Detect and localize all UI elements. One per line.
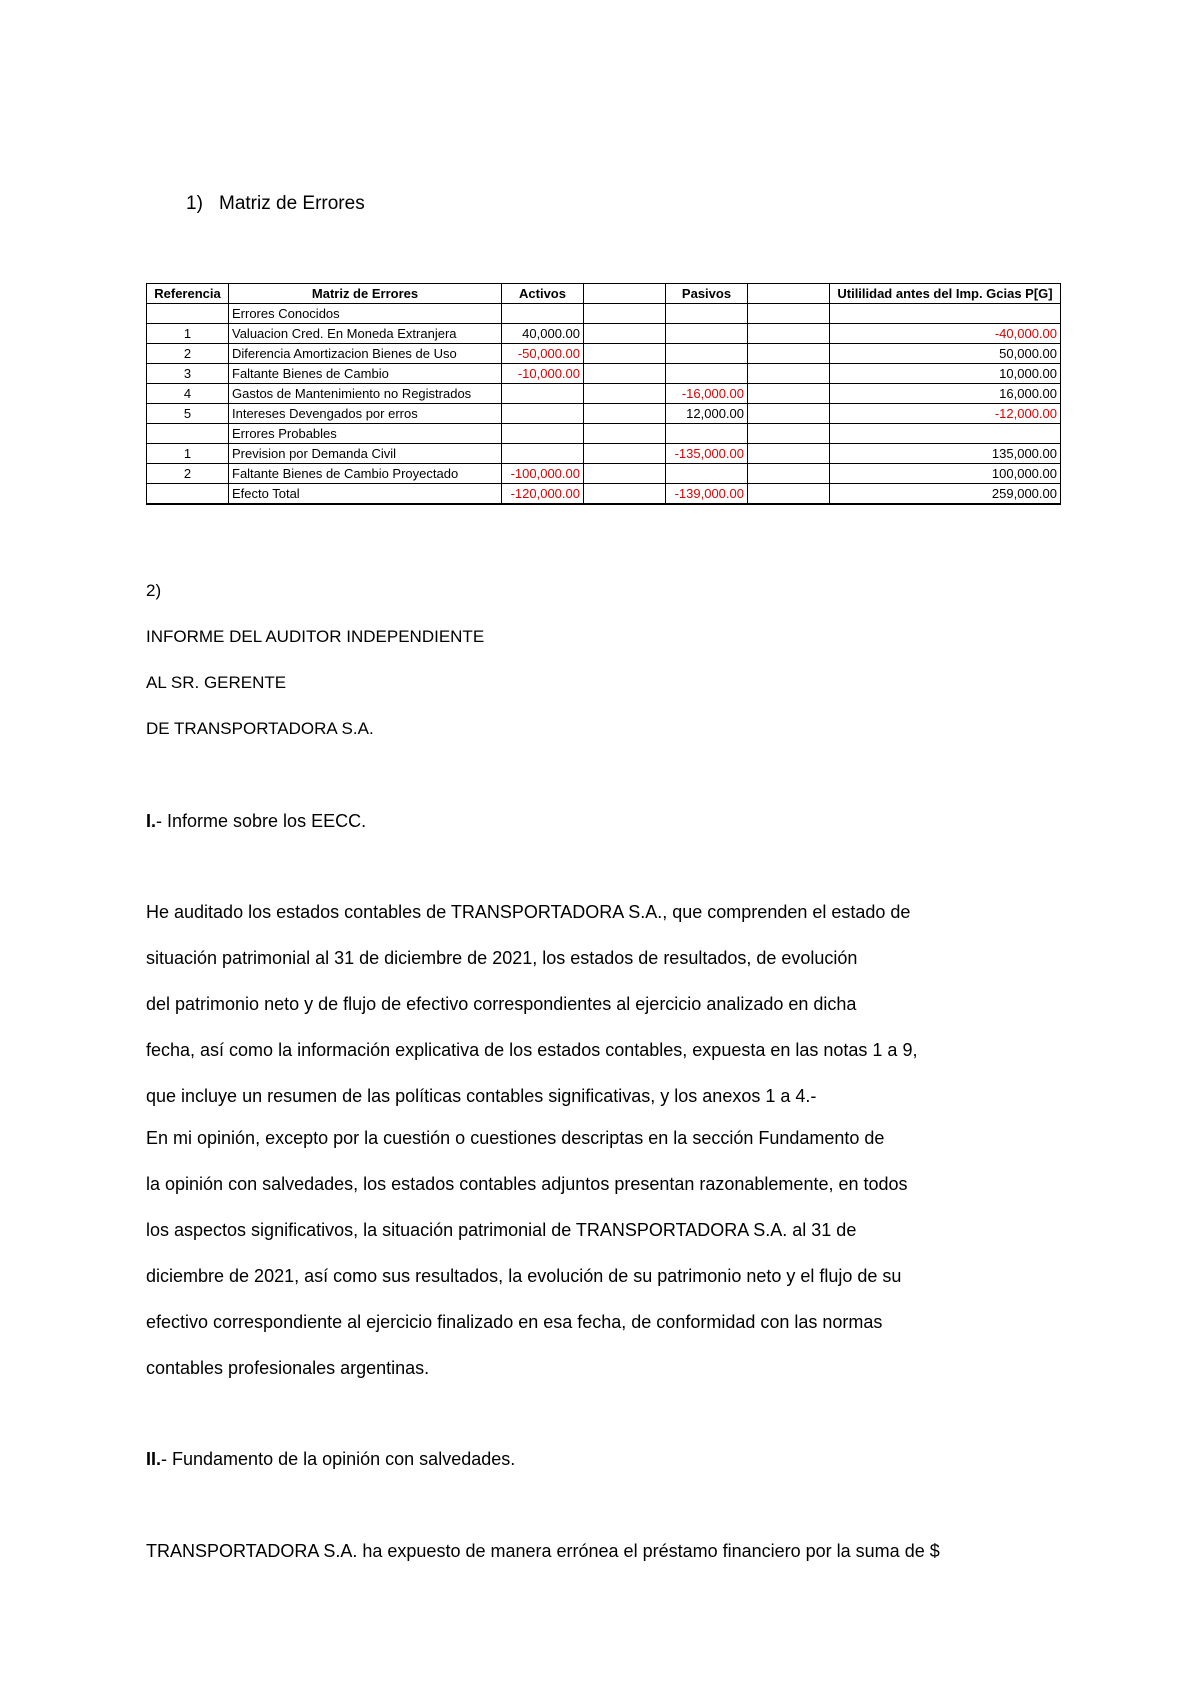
part-1-heading	[146, 811, 366, 832]
empty-cell	[748, 404, 830, 424]
header-referencia: Referencia	[147, 284, 229, 304]
table-row	[147, 384, 1061, 404]
utilidad-cell: -40,000.00	[830, 324, 1061, 344]
addressee-line-2: DE TRANSPORTADORA S.A.	[146, 719, 374, 738]
empty-cell	[666, 304, 748, 324]
para2-line: los aspectos significativos, la situación patrimonial de TRANSPORTADORA S.A. al 31 de	[146, 1220, 857, 1240]
empty-cell	[830, 304, 1061, 324]
ref-cell: 1	[147, 324, 229, 344]
empty-cell	[748, 444, 830, 464]
utilidad-cell: 135,000.00	[830, 444, 1061, 464]
activos-cell: -100,000.00	[502, 464, 584, 484]
total-pasivos-cell: -139,000.00	[666, 484, 748, 505]
total-label-cell: Efecto Total	[229, 484, 502, 505]
activos-cell: -10,000.00	[502, 364, 584, 384]
total-activos-cell: -120,000.00	[502, 484, 584, 505]
para2-line: contables profesionales argentinas.	[146, 1358, 430, 1378]
table-row	[147, 404, 1061, 424]
empty-cell	[666, 424, 748, 444]
header-blank-2	[748, 284, 830, 304]
pasivos-cell: -135,000.00	[666, 444, 748, 464]
empty-cell	[584, 424, 666, 444]
header-blank-1	[584, 284, 666, 304]
empty-cell	[502, 304, 584, 324]
utilidad-cell: 10,000.00	[830, 364, 1061, 384]
header-utilidad: Utililidad antes del Imp. Gcias P[G]	[830, 284, 1061, 304]
activos-cell: 40,000.00	[502, 324, 584, 344]
empty-cell	[584, 464, 666, 484]
table-header-row	[147, 284, 1061, 304]
empty-cell	[584, 344, 666, 364]
table-row	[147, 364, 1061, 384]
empty-cell	[584, 404, 666, 424]
empty-cell	[584, 444, 666, 464]
pasivos-cell	[666, 344, 748, 364]
table-row	[147, 464, 1061, 484]
utilidad-cell: -12,000.00	[830, 404, 1061, 424]
empty-cell	[502, 424, 584, 444]
empty-cell	[584, 324, 666, 344]
part-1-title: - Informe sobre los EECC.	[156, 811, 367, 831]
section-2-number: 2)	[146, 581, 162, 600]
para2-line: En mi opinión, excepto por la cuestión o cuestiones descriptas en la sección Fundamento de	[146, 1128, 885, 1148]
part-1-number: I.	[146, 811, 157, 831]
section-1-number: 1)	[186, 193, 203, 214]
para1-line: situación patrimonial al 31 de diciembre de 2021, los estados de resultados, de evolución	[146, 948, 858, 968]
table-row	[147, 324, 1061, 344]
empty-cell	[584, 484, 666, 505]
total-row	[147, 484, 1061, 505]
utilidad-cell: 16,000.00	[830, 384, 1061, 404]
table-row	[147, 444, 1061, 464]
pasivos-cell	[666, 324, 748, 344]
empty-cell	[830, 424, 1061, 444]
description-cell: Diferencia Amortizacion Bienes de Uso	[229, 344, 502, 364]
empty-cell	[748, 484, 830, 505]
ref-cell: 5	[147, 404, 229, 424]
description-cell: Faltante Bienes de Cambio	[229, 364, 502, 384]
utilidad-cell: 50,000.00	[830, 344, 1061, 364]
empty-cell	[584, 364, 666, 384]
activos-cell	[502, 384, 584, 404]
section-title-cell: Errores Probables	[229, 424, 502, 444]
para2-line: la opinión con salvedades, los estados contables adjuntos presentan razonablemente, en todos	[146, 1174, 908, 1194]
activos-cell	[502, 404, 584, 424]
error-matrix-table	[146, 283, 1061, 505]
ref-cell: 2	[147, 464, 229, 484]
header-matriz: Matriz de Errores	[229, 284, 502, 304]
part-2-number: II.	[146, 1449, 162, 1469]
empty-cell	[584, 384, 666, 404]
report-heading: INFORME DEL AUDITOR INDEPENDIENTE	[146, 627, 485, 646]
para2-line: diciembre de 2021, así como sus resultados, la evolución de su patrimonio neto y el flujo de su	[146, 1266, 902, 1286]
utilidad-cell: 100,000.00	[830, 464, 1061, 484]
header-pasivos: Pasivos	[666, 284, 748, 304]
activos-cell	[502, 444, 584, 464]
section-1-title: Matriz de Errores	[219, 193, 365, 214]
part-2-heading	[146, 1449, 515, 1470]
header-activos: Activos	[502, 284, 584, 304]
probable-errors-row	[147, 424, 1061, 444]
table-row	[147, 344, 1061, 364]
empty-cell	[147, 484, 229, 505]
description-cell: Prevision por Demanda Civil	[229, 444, 502, 464]
description-cell: Valuacion Cred. En Moneda Extranjera	[229, 324, 502, 344]
ref-cell: 2	[147, 344, 229, 364]
activos-cell: -50,000.00	[502, 344, 584, 364]
para1-line: He auditado los estados contables de TRANSPORTADORA S.A., que comprenden el estado de	[146, 902, 911, 922]
section-title-cell: Errores Conocidos	[229, 304, 502, 324]
pasivos-cell: -16,000.00	[666, 384, 748, 404]
empty-cell	[748, 464, 830, 484]
para2-line: efectivo correspondiente al ejercicio finalizado en esa fecha, de conformidad con las normas	[146, 1312, 883, 1332]
description-cell: Intereses Devengados por erros	[229, 404, 502, 424]
pasivos-cell	[666, 464, 748, 484]
empty-cell	[748, 344, 830, 364]
description-cell: Gastos de Mantenimiento no Registrados	[229, 384, 502, 404]
table-body	[147, 304, 1061, 505]
empty-cell	[748, 364, 830, 384]
known-errors-row	[147, 304, 1061, 324]
part-2-title: - Fundamento de la opinión con salvedades.	[161, 1449, 516, 1469]
empty-cell	[748, 304, 830, 324]
empty-cell	[584, 304, 666, 324]
empty-cell	[147, 424, 229, 444]
pasivos-cell: 12,000.00	[666, 404, 748, 424]
para1-line: fecha, así como la información explicativa de los estados contables, expuesta en las notas 1 a 9,	[146, 1040, 918, 1060]
empty-cell	[748, 424, 830, 444]
empty-cell	[147, 304, 229, 324]
para1-line: del patrimonio neto y de flujo de efectivo correspondientes al ejercicio analizado en dicha	[146, 994, 857, 1014]
para1-line: que incluye un resumen de las políticas contables significativas, y los anexos 1 a 4.-	[146, 1086, 817, 1106]
ref-cell: 4	[147, 384, 229, 404]
pasivos-cell	[666, 364, 748, 384]
total-utilidad-cell: 259,000.00	[830, 484, 1061, 505]
empty-cell	[748, 324, 830, 344]
para3-line: TRANSPORTADORA S.A. ha expuesto de manera errónea el préstamo financiero por la suma de $	[146, 1541, 940, 1561]
ref-cell: 3	[147, 364, 229, 384]
addressee-line-1: AL SR. GERENTE	[146, 673, 287, 692]
description-cell: Faltante Bienes de Cambio Proyectado	[229, 464, 502, 484]
ref-cell: 1	[147, 444, 229, 464]
empty-cell	[748, 384, 830, 404]
